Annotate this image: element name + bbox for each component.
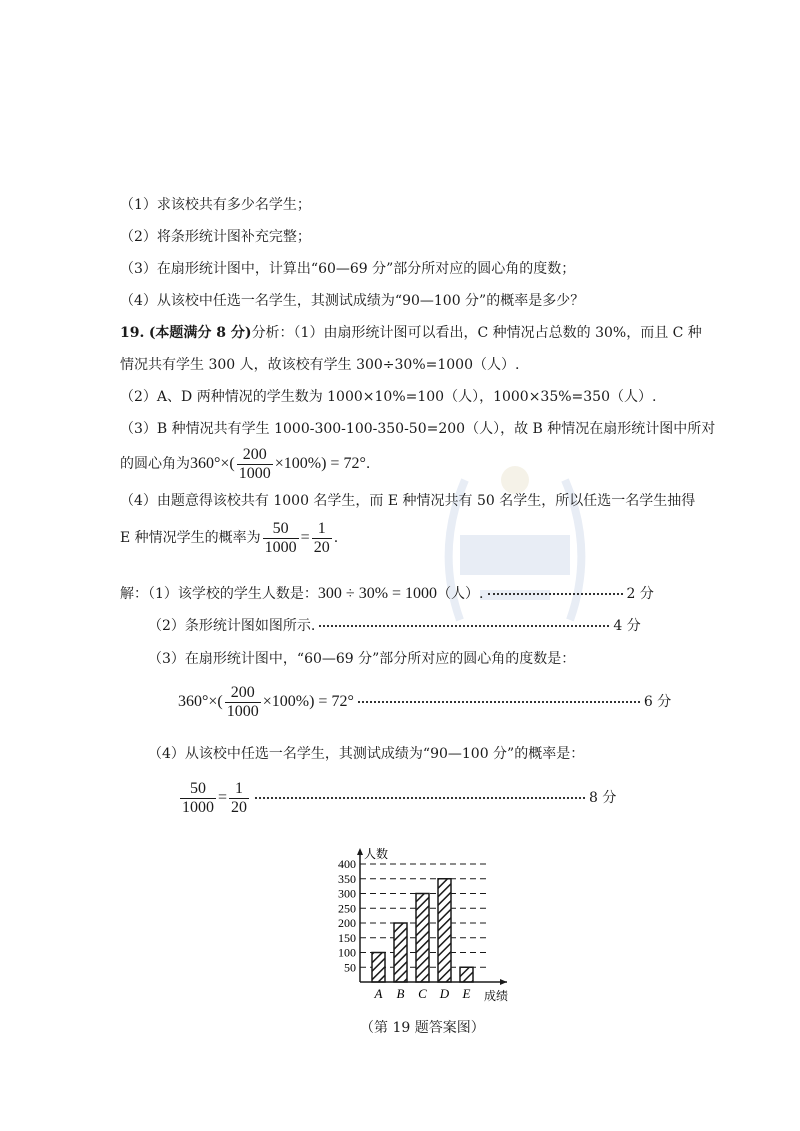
- bar-C: [416, 894, 429, 983]
- bar-D: [438, 879, 451, 982]
- x-tick-label: E: [462, 986, 471, 1001]
- y-tick-label: 200: [338, 916, 356, 930]
- x-axis-label: 成绩: [484, 989, 509, 1003]
- y-tick-label: 100: [338, 945, 356, 960]
- solution-step-4-expression: $\frac{50}{1000}$ = $\frac{1}{20}$ 8 分: [182, 779, 617, 816]
- question-4: （4）从该校中任选一名学生，其测试成绩为“90—100 分”的概率是多少？: [120, 293, 585, 309]
- solution-step-3-expression: 360°×( $\frac{200}{1000}$ ×100%) = 72° 6 分: [178, 683, 672, 720]
- question-3: （3）在扇形统计图中，计算出“60—69 分”部分所对应的圆心角的度数；: [120, 261, 576, 277]
- x-tick-label: B: [396, 986, 405, 1001]
- x-tick-label: A: [374, 986, 383, 1001]
- analysis-line-7: E 种情况学生的概率为 $\frac{50}{1000}$ = $\frac{1}{20}$ .: [120, 519, 339, 556]
- x-tick-label: D: [439, 986, 450, 1001]
- fraction: $\frac{50}{1000}$: [182, 779, 214, 816]
- watermark-logo: [430, 440, 600, 640]
- analysis-line-6: （4）由题意得该校共有 1000 名学生，而 E 种情况共有 50 名学生，所以任选一名学生抽得: [120, 493, 696, 509]
- fraction: $\frac{50}{1000}$: [264, 519, 297, 556]
- dot-leader: [488, 593, 623, 595]
- score-label: 8 分: [589, 790, 617, 806]
- solution-step-1: 解：（1）该学校的学生人数是：300 ÷ 30% = 1000（人）. 2 分: [120, 585, 654, 602]
- analysis-line-4: （3）B 种情况共有学生 1000-300-100-350-50=200（人），故 B 种情况在扇形统计图中所对: [120, 421, 716, 437]
- fraction: $\frac{1}{20}$: [313, 519, 330, 556]
- y-tick-label: 50: [344, 960, 356, 975]
- question-2: （2）将条形统计图补充完整；: [120, 229, 311, 245]
- analysis-line-3: （2）A、D 两种情况的学生数为 1000×10%=100（人），1000×35%=350（人）.: [120, 389, 657, 405]
- y-tick-label: 300: [338, 886, 356, 901]
- y-tick-label: 400: [338, 857, 356, 871]
- analysis-line-2: 情况共有学生 300 人，故该校有学生 300÷30%=1000（人）.: [120, 357, 520, 373]
- y-tick-label: 250: [338, 901, 356, 916]
- y-axis-arrow: [357, 848, 363, 855]
- score-label: 6 分: [643, 694, 672, 710]
- score-label: 4 分: [613, 618, 641, 634]
- problem-number: 19.: [120, 325, 145, 341]
- fraction: $\frac{1}{20}$: [231, 779, 248, 816]
- fraction: $\frac{200}{1000}$: [226, 683, 259, 720]
- angle-expression: 360°×( $\frac{200}{1000}$ ×100%) = 72°: [190, 445, 366, 482]
- bar-E: [460, 967, 473, 982]
- fraction: $\frac{200}{1000}$: [238, 445, 271, 482]
- student-count-expression: 300 ÷ 30% = 1000: [317, 585, 438, 602]
- y-axis-label: 人数: [364, 847, 389, 861]
- bar-A: [372, 953, 385, 983]
- solution-step-3: （3）在扇形统计图中，“60—69 分”部分所对应的圆心角的度数是：: [148, 651, 576, 667]
- analysis-line-1: [120, 323, 702, 343]
- analysis-text: 分析：（1）由扇形统计图可以看出，C 种情况占总数的 30%，而且 C 种: [251, 325, 702, 341]
- problem-score-header: (本题满分 8 分): [148, 325, 252, 341]
- question-1: （1）求该校共有多少名学生；: [120, 197, 311, 213]
- solution-step-4: （4）从该校中任选一名学生，其测试成绩为“90—100 分”的概率是：: [148, 746, 585, 762]
- bar-chart: [322, 842, 522, 1007]
- solution-step-2: （2）条形统计图如图所示. 4 分: [148, 618, 641, 634]
- score-label: 2 分: [626, 586, 654, 602]
- analysis-line-5: 的圆心角为360°×( $\frac{200}{1000}$ ×100%) = 72°.: [120, 445, 371, 482]
- y-tick-label: 150: [338, 930, 356, 945]
- x-axis-arrow: [500, 979, 507, 985]
- dot-leader: [319, 625, 609, 627]
- x-tick-label: C: [418, 986, 427, 1001]
- dot-leader: [358, 701, 640, 703]
- chart-caption: （第 19 题答案图）: [360, 1020, 485, 1036]
- y-tick-label: 350: [338, 871, 356, 886]
- bar-B: [394, 923, 407, 982]
- dot-leader: [255, 797, 585, 799]
